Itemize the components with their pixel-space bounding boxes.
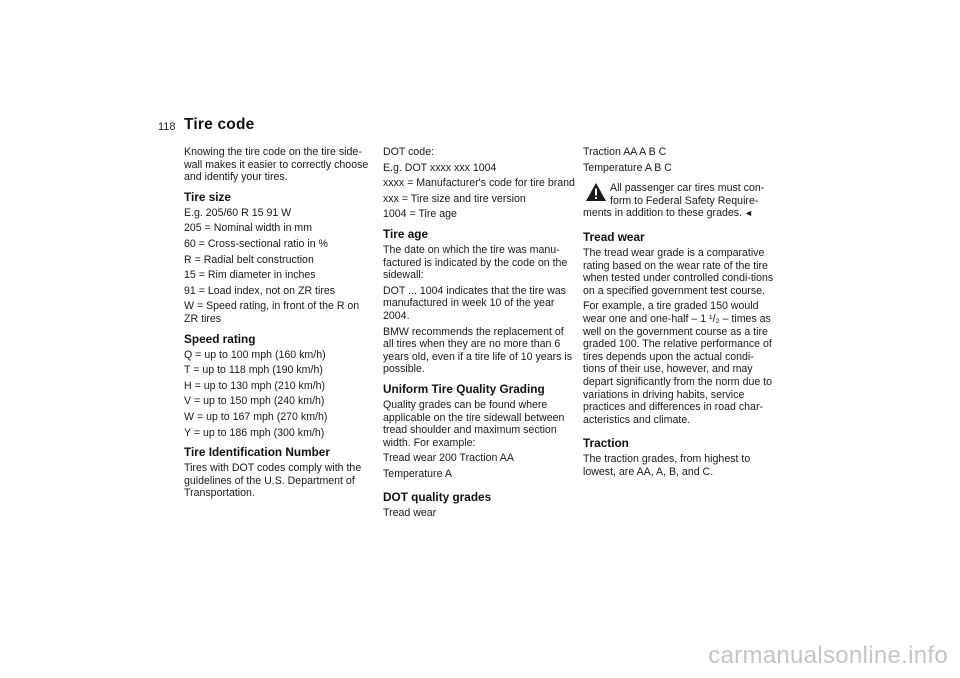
grades-line: Temperature A B C	[583, 161, 672, 174]
tire-size-line: R = Radial belt construction	[184, 253, 314, 266]
end-mark-icon: ◄	[744, 208, 753, 219]
tire-age-paragraph: The date on which the tire was manu-factured is indicated by the code on the sidewall:	[383, 243, 568, 282]
speed-rating-line: Y = up to 186 mph (300 km/h)	[184, 426, 325, 439]
utqg-paragraph: Quality grades can be found where applicable on the tire sidewall between tread shoulder and maximum section width. For example:	[383, 398, 565, 449]
tire-size-heading: Tire size	[184, 189, 231, 204]
column-1	[184, 146, 376, 503]
tin-paragraph: Tires with DOT codes comply with the guidelines of the U.S. Department of Transportation.	[184, 462, 362, 500]
tread-wear-paragraph: The tread wear grade is a comparative rating based on the wear rate of the tire when tested under controlled condi-tions on a specified government test course.	[583, 246, 774, 297]
speed-rating-heading: Speed rating	[184, 331, 256, 346]
tire-size-line: 60 = Cross-sectional ratio in %	[184, 237, 328, 250]
utqg-heading: Uniform Tire Quality Grading	[383, 381, 545, 396]
tire-size-line: E.g. 205/60 R 15 91 W	[184, 206, 292, 219]
tin-heading: Tire Identification Number	[184, 445, 330, 460]
tire-size-line: W = Speed rating, in front of the R on ZR tires	[184, 300, 360, 325]
tire-size-line: 205 = Nominal width in mm	[184, 222, 313, 235]
warning-note	[583, 182, 775, 220]
warning-line: All passenger car tires must con-	[610, 182, 765, 195]
traction-paragraph: The traction grades, from highest to lowest, are AA, A, B, and C.	[583, 453, 751, 478]
speed-rating-line: V = up to 150 mph (240 km/h)	[184, 395, 325, 408]
tire-age-paragraph: DOT ... 1004 indicates that the tire was manufactured in week 10 of the year 2004.	[383, 284, 566, 322]
page-title: Tire code	[184, 116, 255, 133]
tire-size-line: 15 = Rim diameter in inches	[184, 269, 316, 282]
speed-rating-line: Q = up to 100 mph (160 km/h)	[184, 348, 326, 361]
speed-rating-line: W = up to 167 mph (270 km/h)	[184, 410, 328, 423]
page-number: 118	[158, 121, 176, 133]
dot-code-line: DOT code:	[383, 146, 435, 158]
grades-line: Traction AA A B C	[583, 146, 667, 158]
utqg-paragraph: Tread wear 200 Traction AA	[383, 452, 514, 465]
dot-code-line: E.g. DOT xxxx xxx 1004	[383, 161, 497, 174]
tire-size-line: 91 = Load index, not on ZR tires	[184, 284, 336, 297]
column-2	[383, 146, 575, 523]
warning-triangle-icon	[585, 182, 607, 202]
dot-quality-heading: DOT quality grades	[383, 490, 492, 505]
dot-code-line: 1004 = Tire age	[383, 208, 457, 221]
watermark: carmanualsonline.info	[708, 642, 948, 669]
speed-rating-line: H = up to 130 mph (210 km/h)	[184, 379, 326, 392]
warning-line: ments in addition to these grades.	[583, 207, 743, 220]
intro-paragraph: Knowing the tire code on the tire side-wall makes it easier to correctly choose and identify your tires.	[184, 146, 369, 184]
tire-age-heading: Tire age	[383, 226, 429, 241]
tread-wear-paragraph: For example, a tire graded 150 would wear one and one-half – 1 ¹/₂ – times as well on the government course as a tire graded 100. The relative performance of tires depends upon the actual condi-tions of their use, however, and may depart significantly from the norm due to variations in driving habits, service practices and differences in road char-acteristics and climate.	[583, 300, 773, 426]
tread-wear-heading: Tread wear	[583, 229, 645, 244]
dot-code-line: xxxx = Manufacturer's code for tire brand	[383, 177, 575, 190]
warning-line: form to Federal Safety Require-	[610, 194, 759, 207]
dot-code-line: xxx = Tire size and tire version	[383, 192, 526, 205]
speed-rating-line: T = up to 118 mph (190 km/h)	[184, 364, 323, 377]
dot-quality-paragraph: Tread wear	[383, 507, 437, 520]
column-3	[583, 146, 775, 481]
utqg-paragraph: Temperature A	[383, 467, 452, 480]
traction-heading: Traction	[583, 436, 629, 451]
tire-age-paragraph: BMW recommends the replacement of all tires when they are no more than 6 years old, even if a tire life of 10 years is possible.	[383, 325, 573, 376]
